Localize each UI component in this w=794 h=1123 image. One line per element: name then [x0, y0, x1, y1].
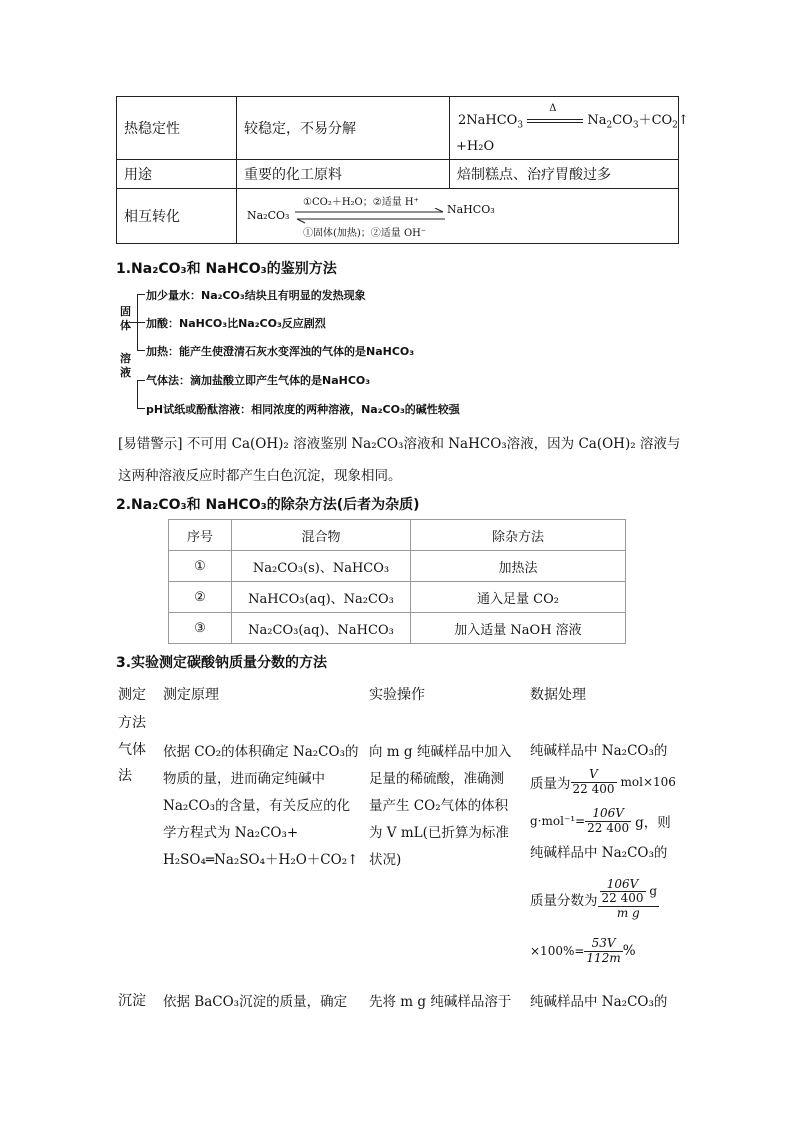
col-header-method-cont: 方法 [118, 715, 146, 731]
heat-symbol: Δ [549, 102, 557, 114]
gas-data-processing: 纯碱样品中 Na₂CO₃的 质量为 $\frac{V}{22 400}$ mol×106 g·mol⁻¹= $\frac{106V}{22 400}$ g，则 纯碱样品中 Na₂CO₃的 质量分数为 $\frac{106V}{22 400}$ g m g ×100%= $\frac{53V}{112m}$ % [530, 743, 676, 965]
warning-line-1: [易错警示] 不可用 Ca(OH)₂ 溶液鉴别 Na₂CO₃溶液和 NaHCO₃溶液，因为 Ca(OH)₂ 溶液与 [118, 436, 681, 452]
section3-title: 3.实验测定碳酸钠质量分数的方法 [116, 655, 328, 671]
gas-operation: 向 m g 纯碱样品中加入 足量的稀硫酸，准确测 量产生 CO₂气体的体积 为 V mL(已折算为标准 状况) [369, 744, 512, 868]
fraction-106v: $\frac{106V}{22 400}$ [587, 806, 630, 835]
gas-method-label: 气体 [118, 742, 146, 758]
fraction-53v: $\frac{53V}{112m}$ [586, 936, 621, 965]
header-mixture: 混合物 [232, 520, 411, 551]
precip-operation: 先将 m g 纯碱样品溶于 [369, 994, 512, 1010]
fraction-v: $\frac{V}{22 400}$ [572, 767, 615, 796]
nahco3-thermal-equation: 2NaHCO$_3$ Δ $Na_2CO_3+CO_2↑$ +H₂O [450, 97, 679, 160]
gas-method-label-cont: 法 [118, 768, 132, 784]
table-row-index: ② [169, 582, 232, 613]
comparison-table [116, 96, 689, 244]
col-header-data: 数据处理 [530, 687, 586, 703]
na2co3-thermal: 较稳定，不易分解 [237, 97, 450, 160]
row-label-thermal: 热稳定性 [117, 97, 237, 160]
row-label-conversion: 相互转化 [117, 189, 237, 244]
col-header-principle: 测定原理 [163, 687, 219, 703]
table-row-mixture: NaHCO₃(aq)、Na₂CO₃ [232, 582, 411, 613]
solid-item-water: 加少量水：Na₂CO₃结块且有明显的发热现象 [146, 289, 366, 302]
table-row-index: ① [169, 551, 232, 582]
solid-item-acid: 加酸：NaHCO₃比Na₂CO₃反应剧烈 [146, 317, 326, 330]
nahco3-usage: 焙制糕点、治疗胃酸过多 [450, 160, 679, 189]
precip-data: 纯碱样品中 Na₂CO₃的 [530, 994, 668, 1010]
conversion-arrows [295, 208, 445, 224]
table-row-method: 加入适量 NaOH 溶液 [411, 613, 626, 644]
section1-title: 1.Na₂CO₃和 NaHCO₃的鉴别方法 [116, 261, 337, 277]
row-label-usage: 用途 [117, 160, 237, 189]
header-method: 除杂方法 [411, 520, 626, 551]
na2co3-usage: 重要的化工原料 [237, 160, 450, 189]
table-row-method: 加热法 [411, 551, 626, 582]
warning-line-2: 这两种溶液反应时都产生白色沉淀，现象相同。 [118, 468, 402, 484]
precip-method-label: 沉淀 [118, 993, 146, 1009]
header-index: 序号 [169, 520, 232, 551]
solid-item-heat: 加热：能产生使澄清石灰水变浑浊的气体的是NaHCO₃ [146, 345, 415, 358]
solution-item-ph: pH试纸或酚酞溶液：相同浓度的两种溶液，Na₂CO₃的碱性较强 [146, 403, 460, 416]
fraction-mass-percent: $\frac{106V}{22 400}$ g m g [598, 878, 660, 920]
table-row-index: ③ [169, 613, 232, 644]
table-row-mixture: Na₂CO₃(aq)、NaHCO₃ [232, 613, 411, 644]
purification-table [168, 519, 626, 644]
precip-principle: 依据 BaCO₃沉淀的质量，确定 [163, 994, 348, 1010]
solution-label: 溶液 [120, 352, 131, 379]
table-row-method: 通入足量 CO₂ [411, 582, 626, 613]
col-header-method: 测定 [118, 687, 146, 703]
solid-label: 固体 [120, 305, 131, 332]
section2-title: 2.Na₂CO₃和 NaHCO₃的除杂方法(后者为杂质) [116, 497, 420, 513]
conversion-diagram: Na₂CO₃ ①CO₂＋H₂O；②适量 H⁺ NaHCO₃ ①固体(加热)；②适量 OH⁻ [237, 189, 679, 244]
col-header-operation: 实验操作 [369, 687, 425, 703]
gas-principle: 依据 CO₂的体积确定 Na₂CO₃的 物质的量，进而确定纯碱中 Na₂CO₃的含量，有关反应的化 学方程式为 Na₂CO₃+ H₂SO₄═Na₂SO₄＋H₂O＋CO₂↑ [163, 744, 359, 868]
table-row-mixture: Na₂CO₃(s)、NaHCO₃ [232, 551, 411, 582]
solution-item-gas: 气体法：滴加盐酸立即产生气体的是NaHCO₃ [146, 374, 371, 387]
